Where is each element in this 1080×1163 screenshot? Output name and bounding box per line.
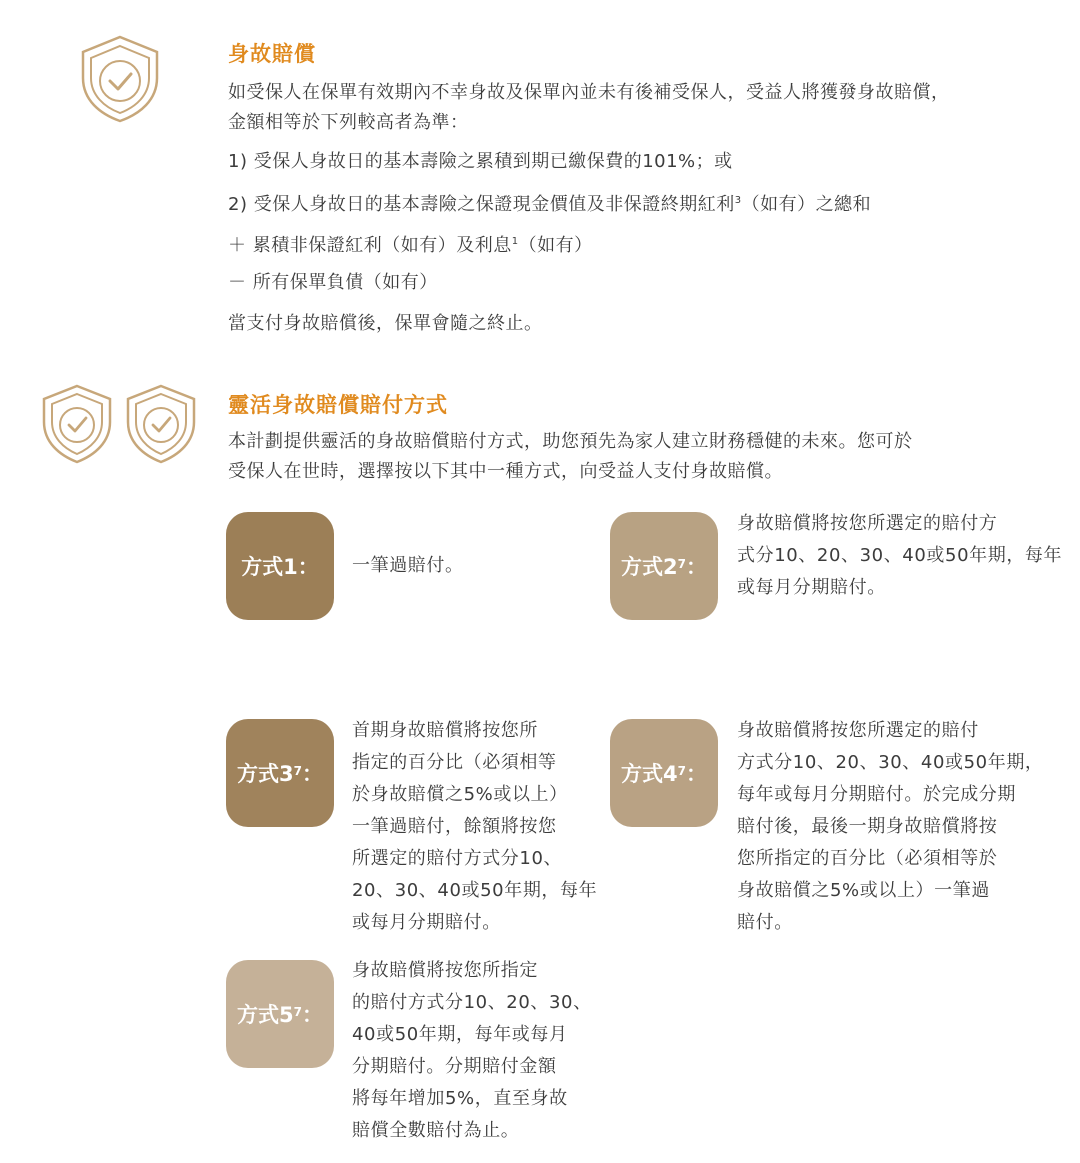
option-3-footnote: 7 [293,764,302,778]
option-1-description [352,550,464,582]
item2-main: 2) 受保人身故日的基本壽險之保證現金價值及非保證終期紅利 [228,194,735,215]
option-5-line: 的賠付方式分10、20、30、 [352,992,592,1013]
option-3-line: 一筆過賠付，餘額將按您 [352,816,557,837]
death-benefit-plus-line [228,227,593,261]
option-4-line: 賠付。 [737,912,793,933]
option-5-line: 身故賠償將按您所指定 [352,960,538,981]
option-3-line: 指定的百分比（必須相等 [352,752,557,773]
plus-tail: （如有） [518,235,593,256]
double-shield-check-icon [40,383,200,465]
option-4-line: 方式分10、20、30、40或50年期， [737,752,1044,773]
option-5-label: 方式5 [237,1003,294,1027]
option-3-line: 或每月分期賠付。 [352,912,501,933]
death-benefit-item-1: 1) 受保人身故日的基本壽險之累積到期已繳保費的101%；或 [228,151,733,172]
death-benefit-minus-line [228,268,438,298]
option-4-line: 賠付後，最後一期身故賠償將按 [737,816,998,837]
minus-sign: － [228,272,247,293]
option-5-description [352,955,592,1147]
option-4-line: 每年或每月分期賠付。於完成分期 [737,784,1016,805]
option-3-description [352,715,597,939]
option-4-line: 身故賠償之5%或以上）一筆過 [737,880,990,901]
option-4-tile [610,719,718,827]
option-2-label: 方式2 [621,555,678,579]
plus-sign: ＋ [228,235,247,256]
minus-text: 所有保單負債（如有） [252,272,438,293]
option-3-line: 所選定的賠付方式分10、 [352,848,563,869]
option-5-line: 賠償全數賠付為止。 [352,1120,520,1141]
death-benefit-intro-line1: 如受保人在保單有效期內不幸身故及保單內並未有後補受保人，受益人將獲發身故賠償， [228,82,950,103]
option-2-line: 或每月分期賠付。 [737,577,886,598]
option-5-tile [226,960,334,1068]
option-2-line: 身故賠償將按您所選定的賠付方 [737,513,998,534]
option-3-label: 方式3 [237,762,294,786]
option-4-line: 您所指定的百分比（必須相等於 [737,848,998,869]
death-benefit-item-2 [228,186,871,220]
option-3-line: 首期身故賠償將按您所 [352,720,538,741]
option-4-label: 方式4 [621,762,678,786]
option-2-footnote: 7 [677,557,686,571]
flexible-payout-intro-line2: 受保人在世時，選擇按以下其中一種方式，向受益人支付身故賠償。 [228,461,783,482]
option-2-tile [610,512,718,620]
option-5-colon: ： [301,1003,323,1027]
plus-main: 累積非保證紅利（如有）及利息 [252,235,512,256]
death-benefit-closing: 當支付身故賠償後，保單會隨之終止。 [228,313,543,334]
option-3-colon: ： [301,762,323,786]
option-5-footnote: 7 [293,1005,302,1019]
option-4-colon: ： [685,762,707,786]
item2-tail: （如有）之總和 [741,194,872,215]
plus-footnote: 1 [511,236,519,247]
option-2-description [737,508,1062,604]
option-4-footnote: 7 [677,764,686,778]
option-1-label: 方式1： [241,555,319,579]
option-2-colon: ： [685,555,707,579]
shield-check-icon [78,34,162,124]
option-5-line: 將每年增加5%，直至身故 [352,1088,568,1109]
section-flexible-payout-title: 靈活身故賠償賠付方式 [228,393,448,417]
option-4-description [737,715,1044,939]
option-3-line: 20、30、40或50年期，每年 [352,880,598,901]
option-5-line: 分期賠付。分期賠付金額 [352,1056,557,1077]
option-1-line: 一筆過賠付。 [352,555,464,576]
option-3-line: 於身故賠償之5%或以上） [352,784,568,805]
option-3-tile [226,719,334,827]
item2-footnote: 3 [734,195,742,206]
flexible-payout-intro-line1: 本計劃提供靈活的身故賠償賠付方式，助您預先為家人建立財務穩健的未來。您可於 [228,431,913,452]
option-2-line: 式分10、20、30、40或50年期，每年 [737,545,1063,566]
option-1-tile [226,512,334,620]
option-4-line: 身故賠償將按您所選定的賠付 [737,720,979,741]
death-benefit-intro-line2: 金額相等於下列較高者為準： [228,112,469,133]
section-death-benefit-title: 身故賠償 [228,42,316,66]
option-5-line: 40或50年期，每年或每月 [352,1024,568,1045]
